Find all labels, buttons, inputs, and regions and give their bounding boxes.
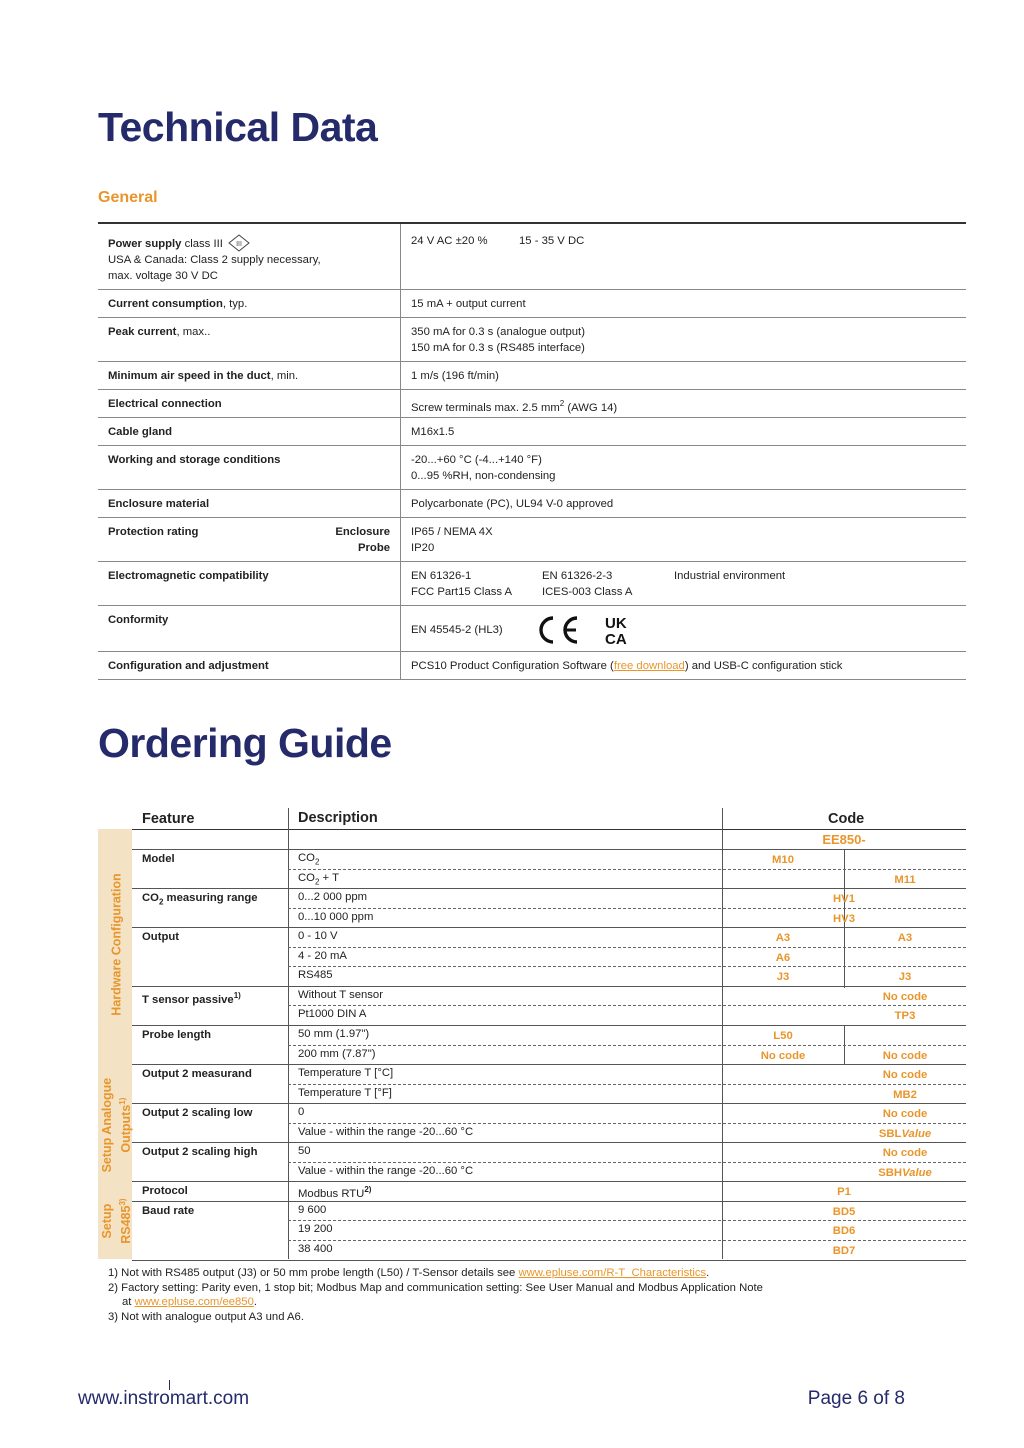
table-row bbox=[98, 446, 966, 490]
value-pre: PCS10 Product Configuration Software ( bbox=[411, 660, 614, 672]
description-text: Temperature T [°C] bbox=[298, 1067, 394, 1080]
header-code: Code bbox=[828, 811, 865, 827]
emc-standard: EN 61326-2-3 bbox=[542, 570, 613, 582]
feature-text: Baud rate bbox=[142, 1204, 195, 1217]
table-row bbox=[98, 652, 966, 680]
label-rest: , max.. bbox=[176, 326, 211, 338]
row-rule bbox=[288, 947, 966, 948]
ordering-guide-table bbox=[98, 806, 966, 1261]
description-text: 200 mm (7.87") bbox=[298, 1047, 376, 1060]
row-label bbox=[98, 390, 401, 417]
order-code-text: M11 bbox=[894, 873, 916, 886]
feature-label bbox=[142, 1145, 257, 1159]
free-download-link[interactable]: free download bbox=[613, 660, 685, 672]
header-divider bbox=[288, 808, 289, 829]
description-text: 38 400 bbox=[298, 1243, 333, 1255]
description-cell bbox=[298, 929, 338, 943]
general-heading: General bbox=[98, 189, 158, 206]
feature-text: Output 2 scaling high bbox=[142, 1146, 258, 1159]
header-divider bbox=[722, 808, 723, 829]
feature-label bbox=[142, 891, 258, 909]
feature-text: T sensor passive bbox=[142, 993, 234, 1006]
order-code-text: MB2 bbox=[893, 1088, 917, 1101]
description-cell bbox=[298, 1086, 392, 1100]
row-value bbox=[401, 490, 966, 517]
description-text: Temperature T [°F] bbox=[298, 1086, 392, 1099]
order-code bbox=[845, 1127, 965, 1141]
order-code-text: A3 bbox=[775, 932, 791, 945]
description-text: Value - within the range -20...60 °C bbox=[298, 1164, 474, 1177]
setup-rs485-line1: Setup bbox=[99, 1203, 114, 1239]
description-text: Value - within the range -20...60 °C bbox=[298, 1125, 474, 1138]
order-code bbox=[845, 873, 965, 887]
feature-text: Probe length bbox=[142, 1028, 212, 1041]
description-text: 0 bbox=[298, 1106, 305, 1119]
description-text: + T bbox=[319, 871, 339, 884]
ce-mark-icon bbox=[536, 615, 580, 645]
rt-characteristics-link[interactable]: www.epluse.com/R-T_Characteristics bbox=[518, 1267, 707, 1279]
feature-text: Output 2 scaling low bbox=[142, 1107, 253, 1120]
feature-text: Output bbox=[142, 931, 180, 944]
feature-label bbox=[142, 1204, 194, 1218]
description-text: 50 bbox=[298, 1145, 311, 1158]
value-line1: Polycarbonate (PC), UL94 V-0 approved bbox=[411, 498, 614, 510]
page-title: Technical Data bbox=[98, 104, 378, 150]
row-rule bbox=[132, 1201, 966, 1202]
order-code-text: TP3 bbox=[894, 1010, 916, 1023]
value-line2: 0...95 %RH, non-condensing bbox=[411, 470, 556, 482]
value-line1: 15 mA + output current bbox=[411, 298, 526, 310]
setup-analogue-sup: 1) bbox=[117, 1097, 127, 1105]
row-rule bbox=[132, 888, 966, 889]
label-bold: Minimum air speed in the duct bbox=[108, 370, 271, 382]
row-rule bbox=[288, 1162, 966, 1163]
order-code bbox=[723, 1029, 843, 1043]
svg-text:III: III bbox=[236, 240, 242, 248]
feature-sub: 2 bbox=[158, 897, 164, 907]
order-code bbox=[845, 931, 965, 945]
row-rule bbox=[288, 966, 966, 967]
row-label bbox=[98, 446, 401, 489]
row-value bbox=[401, 562, 966, 605]
label-bold: Current consumption bbox=[108, 298, 223, 310]
order-code bbox=[784, 1185, 904, 1199]
table-row bbox=[98, 518, 966, 562]
setup-rs485-sup: 3) bbox=[117, 1198, 127, 1206]
description-cell bbox=[298, 988, 383, 1002]
row-value bbox=[401, 390, 966, 417]
ordering-guide-title: Ordering Guide bbox=[98, 720, 392, 766]
footnote-text: 1) Not with RS485 output (J3) or 50 mm probe length (L50) / T-Sensor details see bbox=[108, 1267, 519, 1279]
row-rule bbox=[288, 869, 966, 870]
order-code-text: No code bbox=[760, 1049, 806, 1062]
order-code-text: No code bbox=[882, 1108, 928, 1121]
row-rule bbox=[288, 1123, 966, 1124]
description-text: 9 600 bbox=[298, 1203, 327, 1216]
footnote-text: . bbox=[706, 1267, 710, 1279]
description-cell bbox=[298, 1027, 369, 1041]
label-bold: Power supply bbox=[108, 238, 182, 250]
row-value bbox=[401, 446, 966, 489]
feature-text: CO bbox=[142, 892, 159, 905]
order-code-text: SBH bbox=[878, 1166, 903, 1179]
setup-rs485-line2: RS485 bbox=[119, 1205, 134, 1244]
value-line1: EN 45545-2 (HL3) bbox=[411, 623, 503, 636]
row-label bbox=[98, 318, 401, 361]
description-cell bbox=[298, 1047, 375, 1061]
footnote-3: 3) Not with analogue output A3 und A6. bbox=[108, 1310, 304, 1323]
feature-text: measuring range bbox=[163, 892, 258, 905]
description-text: CO bbox=[298, 871, 315, 884]
order-code-text: SBL bbox=[878, 1127, 902, 1140]
label-bold: Configuration and adjustment bbox=[108, 660, 269, 672]
order-code bbox=[723, 951, 843, 965]
description-text: 0...10 000 ppm bbox=[298, 910, 374, 923]
setup-analogue-line2: Outputs bbox=[119, 1104, 134, 1153]
value-line1: 350 mA for 0.3 s (analogue output) bbox=[411, 326, 585, 338]
order-code-text: A6 bbox=[775, 951, 791, 964]
svg-text:CA: CA bbox=[604, 631, 627, 646]
ukca-mark-icon bbox=[605, 614, 639, 646]
row-rule bbox=[132, 927, 966, 928]
label-probe: Probe bbox=[357, 542, 390, 554]
description-cell bbox=[298, 1125, 473, 1139]
order-code bbox=[845, 1166, 965, 1180]
description-cell bbox=[298, 851, 319, 869]
description-cell bbox=[298, 1242, 333, 1256]
description-cell bbox=[298, 910, 373, 924]
row-rule bbox=[288, 1220, 966, 1221]
row-rule bbox=[132, 1142, 966, 1143]
row-value bbox=[401, 318, 966, 361]
row-rule bbox=[288, 1045, 966, 1046]
order-code-text: No code bbox=[882, 990, 928, 1003]
label-bold: Conformity bbox=[108, 614, 169, 626]
label-bold: Electrical connection bbox=[108, 398, 222, 410]
table-row bbox=[98, 362, 966, 390]
description-cell bbox=[298, 1144, 311, 1158]
order-code-text: BD5 bbox=[832, 1205, 856, 1218]
feature-text: Model bbox=[142, 853, 175, 865]
row-rule bbox=[132, 1181, 966, 1182]
feature-label bbox=[142, 989, 241, 1007]
setup-rs485-label bbox=[100, 1186, 134, 1256]
feature-label bbox=[142, 930, 179, 944]
description-text: 0 - 10 V bbox=[298, 930, 338, 943]
row-label bbox=[98, 652, 401, 679]
description-cell bbox=[298, 1066, 393, 1080]
table-bottom-rule bbox=[132, 1260, 966, 1261]
feature-label bbox=[142, 1067, 252, 1081]
order-code-text: L50 bbox=[773, 1029, 793, 1042]
description-cell bbox=[298, 1164, 473, 1178]
order-code bbox=[723, 970, 843, 984]
emc-standard: ICES-003 Class A bbox=[542, 586, 633, 598]
row-label bbox=[98, 562, 401, 605]
description-text: 19 200 bbox=[298, 1223, 333, 1236]
description-text: Pt1000 DIN A bbox=[298, 1008, 367, 1021]
row-label bbox=[98, 290, 401, 317]
order-code-text: BD7 bbox=[832, 1245, 856, 1257]
order-code bbox=[845, 1009, 965, 1023]
row-label bbox=[98, 418, 401, 445]
label-rest: , typ. bbox=[222, 298, 248, 310]
value-post: ) and USB-C configuration stick bbox=[684, 660, 843, 672]
label-line3: max. voltage 30 V DC bbox=[108, 270, 218, 282]
order-code bbox=[723, 853, 843, 867]
description-sub: 2 bbox=[314, 857, 320, 867]
emc-environment: Industrial environment bbox=[674, 570, 786, 582]
value-pre: Screw terminals max. 2.5 mm bbox=[411, 401, 560, 414]
feature-label bbox=[142, 1184, 188, 1198]
header-description: Description bbox=[298, 810, 378, 826]
footnote-1 bbox=[108, 1266, 763, 1281]
label-line2: USA & Canada: Class 2 supply necessary, bbox=[108, 254, 321, 266]
order-code-text: BD6 bbox=[832, 1225, 856, 1238]
value-line1: 1 m/s (196 ft/min) bbox=[411, 370, 499, 382]
order-code bbox=[784, 892, 904, 906]
order-code-text: No code bbox=[882, 1147, 928, 1160]
label-bold: Enclosure material bbox=[108, 498, 210, 510]
order-code bbox=[845, 970, 965, 984]
order-code-text: HV3 bbox=[833, 912, 855, 925]
feature-text: Output 2 measurand bbox=[142, 1068, 252, 1081]
table-row bbox=[98, 606, 966, 652]
description-text: 50 mm (1.97") bbox=[298, 1027, 370, 1040]
header-rule bbox=[132, 829, 966, 830]
ee850-link[interactable]: www.epluse.com/ee850 bbox=[134, 1296, 254, 1308]
row-value bbox=[401, 652, 966, 679]
svg-text:UK: UK bbox=[604, 615, 627, 632]
description-cell bbox=[298, 1203, 326, 1217]
value-line1: -20...+60 °C (-4...+140 °F) bbox=[411, 454, 542, 466]
value-dc: 15 - 35 V DC bbox=[519, 235, 585, 247]
model-prefix: EE850- bbox=[822, 832, 866, 847]
feature-label bbox=[142, 1028, 211, 1042]
row-rule bbox=[132, 1103, 966, 1104]
value-line1: M16x1.5 bbox=[411, 426, 455, 438]
description-text: CO bbox=[298, 852, 315, 864]
row-value bbox=[401, 224, 966, 289]
order-code bbox=[723, 931, 843, 945]
row-label bbox=[98, 224, 401, 289]
order-code-text: J3 bbox=[776, 971, 790, 984]
footnote-text: . bbox=[253, 1296, 258, 1308]
order-code bbox=[845, 1068, 965, 1082]
row-value bbox=[401, 290, 966, 317]
order-code-text: J3 bbox=[898, 971, 912, 984]
order-code bbox=[784, 912, 904, 926]
description-text: Modbus RTU bbox=[298, 1188, 365, 1201]
protection-class-iii-icon bbox=[228, 234, 250, 252]
description-sub: 2 bbox=[314, 876, 320, 886]
emc-standard: FCC Part15 Class A bbox=[411, 586, 513, 598]
footer-url[interactable]: www.instromart.com bbox=[78, 1388, 250, 1409]
description-cell bbox=[298, 1007, 366, 1021]
value-post: (AWG 14) bbox=[564, 401, 618, 414]
table-row bbox=[98, 390, 966, 418]
order-code-text: HV1 bbox=[833, 893, 855, 906]
feature-text: Protocol bbox=[142, 1185, 188, 1198]
label-bold: Working and storage conditions bbox=[108, 454, 281, 466]
footnote-2-cont bbox=[108, 1295, 763, 1310]
header-feature: Feature bbox=[142, 811, 195, 827]
description-cell bbox=[298, 1105, 304, 1119]
description-sup: 2) bbox=[364, 1185, 372, 1195]
row-value bbox=[401, 606, 966, 651]
order-code bbox=[845, 1107, 965, 1121]
value-line2: IP20 bbox=[411, 542, 435, 554]
label-enclosure: Enclosure bbox=[335, 526, 390, 538]
description-text: 0...2 000 ppm bbox=[298, 891, 368, 904]
order-code-text: No code bbox=[882, 1049, 928, 1062]
order-code-value: Value bbox=[901, 1127, 932, 1140]
footnote-text: at bbox=[122, 1296, 135, 1308]
table-row bbox=[98, 418, 966, 446]
footnote-2: 2) Factory setting: Parity even, 1 stop bit; Modbus Map and communication setting: See User Manual and Modbus Application Note bbox=[108, 1281, 763, 1294]
label-rest: , min. bbox=[270, 370, 299, 382]
emc-standard: EN 61326-1 bbox=[411, 570, 472, 582]
description-text: RS485 bbox=[298, 969, 333, 982]
technical-data-table bbox=[98, 222, 966, 680]
row-rule bbox=[288, 1240, 966, 1241]
order-code bbox=[845, 1049, 965, 1063]
label-rest: class III bbox=[181, 238, 223, 250]
feature-label bbox=[142, 852, 175, 866]
row-rule bbox=[288, 1084, 966, 1085]
table-row bbox=[98, 290, 966, 318]
row-label bbox=[98, 518, 401, 561]
label-bold: Peak current bbox=[108, 326, 177, 338]
label-bold: Cable gland bbox=[108, 426, 173, 438]
feature-sup: 1) bbox=[233, 990, 241, 1000]
value-sup: 2 bbox=[559, 399, 565, 408]
value-line1: IP65 / NEMA 4X bbox=[411, 526, 493, 538]
order-code bbox=[845, 1088, 965, 1102]
order-code-text: A3 bbox=[897, 932, 913, 945]
description-cell bbox=[298, 871, 339, 889]
hardware-config-label: Hardware Configuration bbox=[109, 873, 124, 1016]
row-label bbox=[98, 490, 401, 517]
row-label bbox=[98, 362, 401, 389]
order-code bbox=[784, 1205, 904, 1219]
label-bold: Electromagnetic compatibility bbox=[108, 570, 269, 582]
order-code-text: P1 bbox=[837, 1186, 851, 1199]
footnotes bbox=[108, 1266, 763, 1324]
order-code-value: Value bbox=[902, 1166, 932, 1179]
description-cell bbox=[298, 968, 333, 982]
row-rule bbox=[288, 908, 966, 909]
row-rule bbox=[132, 849, 966, 850]
description-text: Without T sensor bbox=[298, 988, 383, 1001]
row-value bbox=[401, 418, 966, 445]
value-line2: 150 mA for 0.3 s (RS485 interface) bbox=[411, 342, 585, 354]
value-ac: 24 V AC ±20 % bbox=[411, 235, 488, 247]
label-bold: Protection rating bbox=[108, 526, 199, 538]
row-rule bbox=[132, 986, 966, 987]
table-row bbox=[98, 224, 966, 290]
page-number: Page 6 of 8 bbox=[807, 1388, 905, 1409]
row-value bbox=[401, 518, 966, 561]
order-code bbox=[845, 990, 965, 1004]
order-code bbox=[845, 1146, 965, 1160]
feature-label bbox=[142, 1106, 252, 1120]
setup-analogue-label bbox=[100, 1065, 134, 1185]
row-label bbox=[98, 606, 401, 651]
order-code bbox=[723, 1049, 843, 1063]
order-code-text: No code bbox=[882, 1069, 928, 1082]
row-rule bbox=[288, 1005, 966, 1006]
order-code bbox=[784, 1244, 904, 1258]
description-cell bbox=[298, 1222, 333, 1236]
table-row bbox=[98, 562, 966, 606]
table-row bbox=[98, 490, 966, 518]
description-text: 4 - 20 mA bbox=[298, 949, 347, 962]
description-cell bbox=[298, 949, 347, 963]
setup-analogue-line1: Setup Analogue bbox=[99, 1077, 114, 1173]
row-rule bbox=[132, 1064, 966, 1065]
table-row bbox=[98, 318, 966, 362]
order-code bbox=[784, 1224, 904, 1238]
description-cell bbox=[298, 1183, 371, 1201]
description-cell bbox=[298, 890, 367, 904]
order-code-text: M10 bbox=[772, 854, 794, 866]
row-rule bbox=[132, 1025, 966, 1026]
row-value bbox=[401, 362, 966, 389]
